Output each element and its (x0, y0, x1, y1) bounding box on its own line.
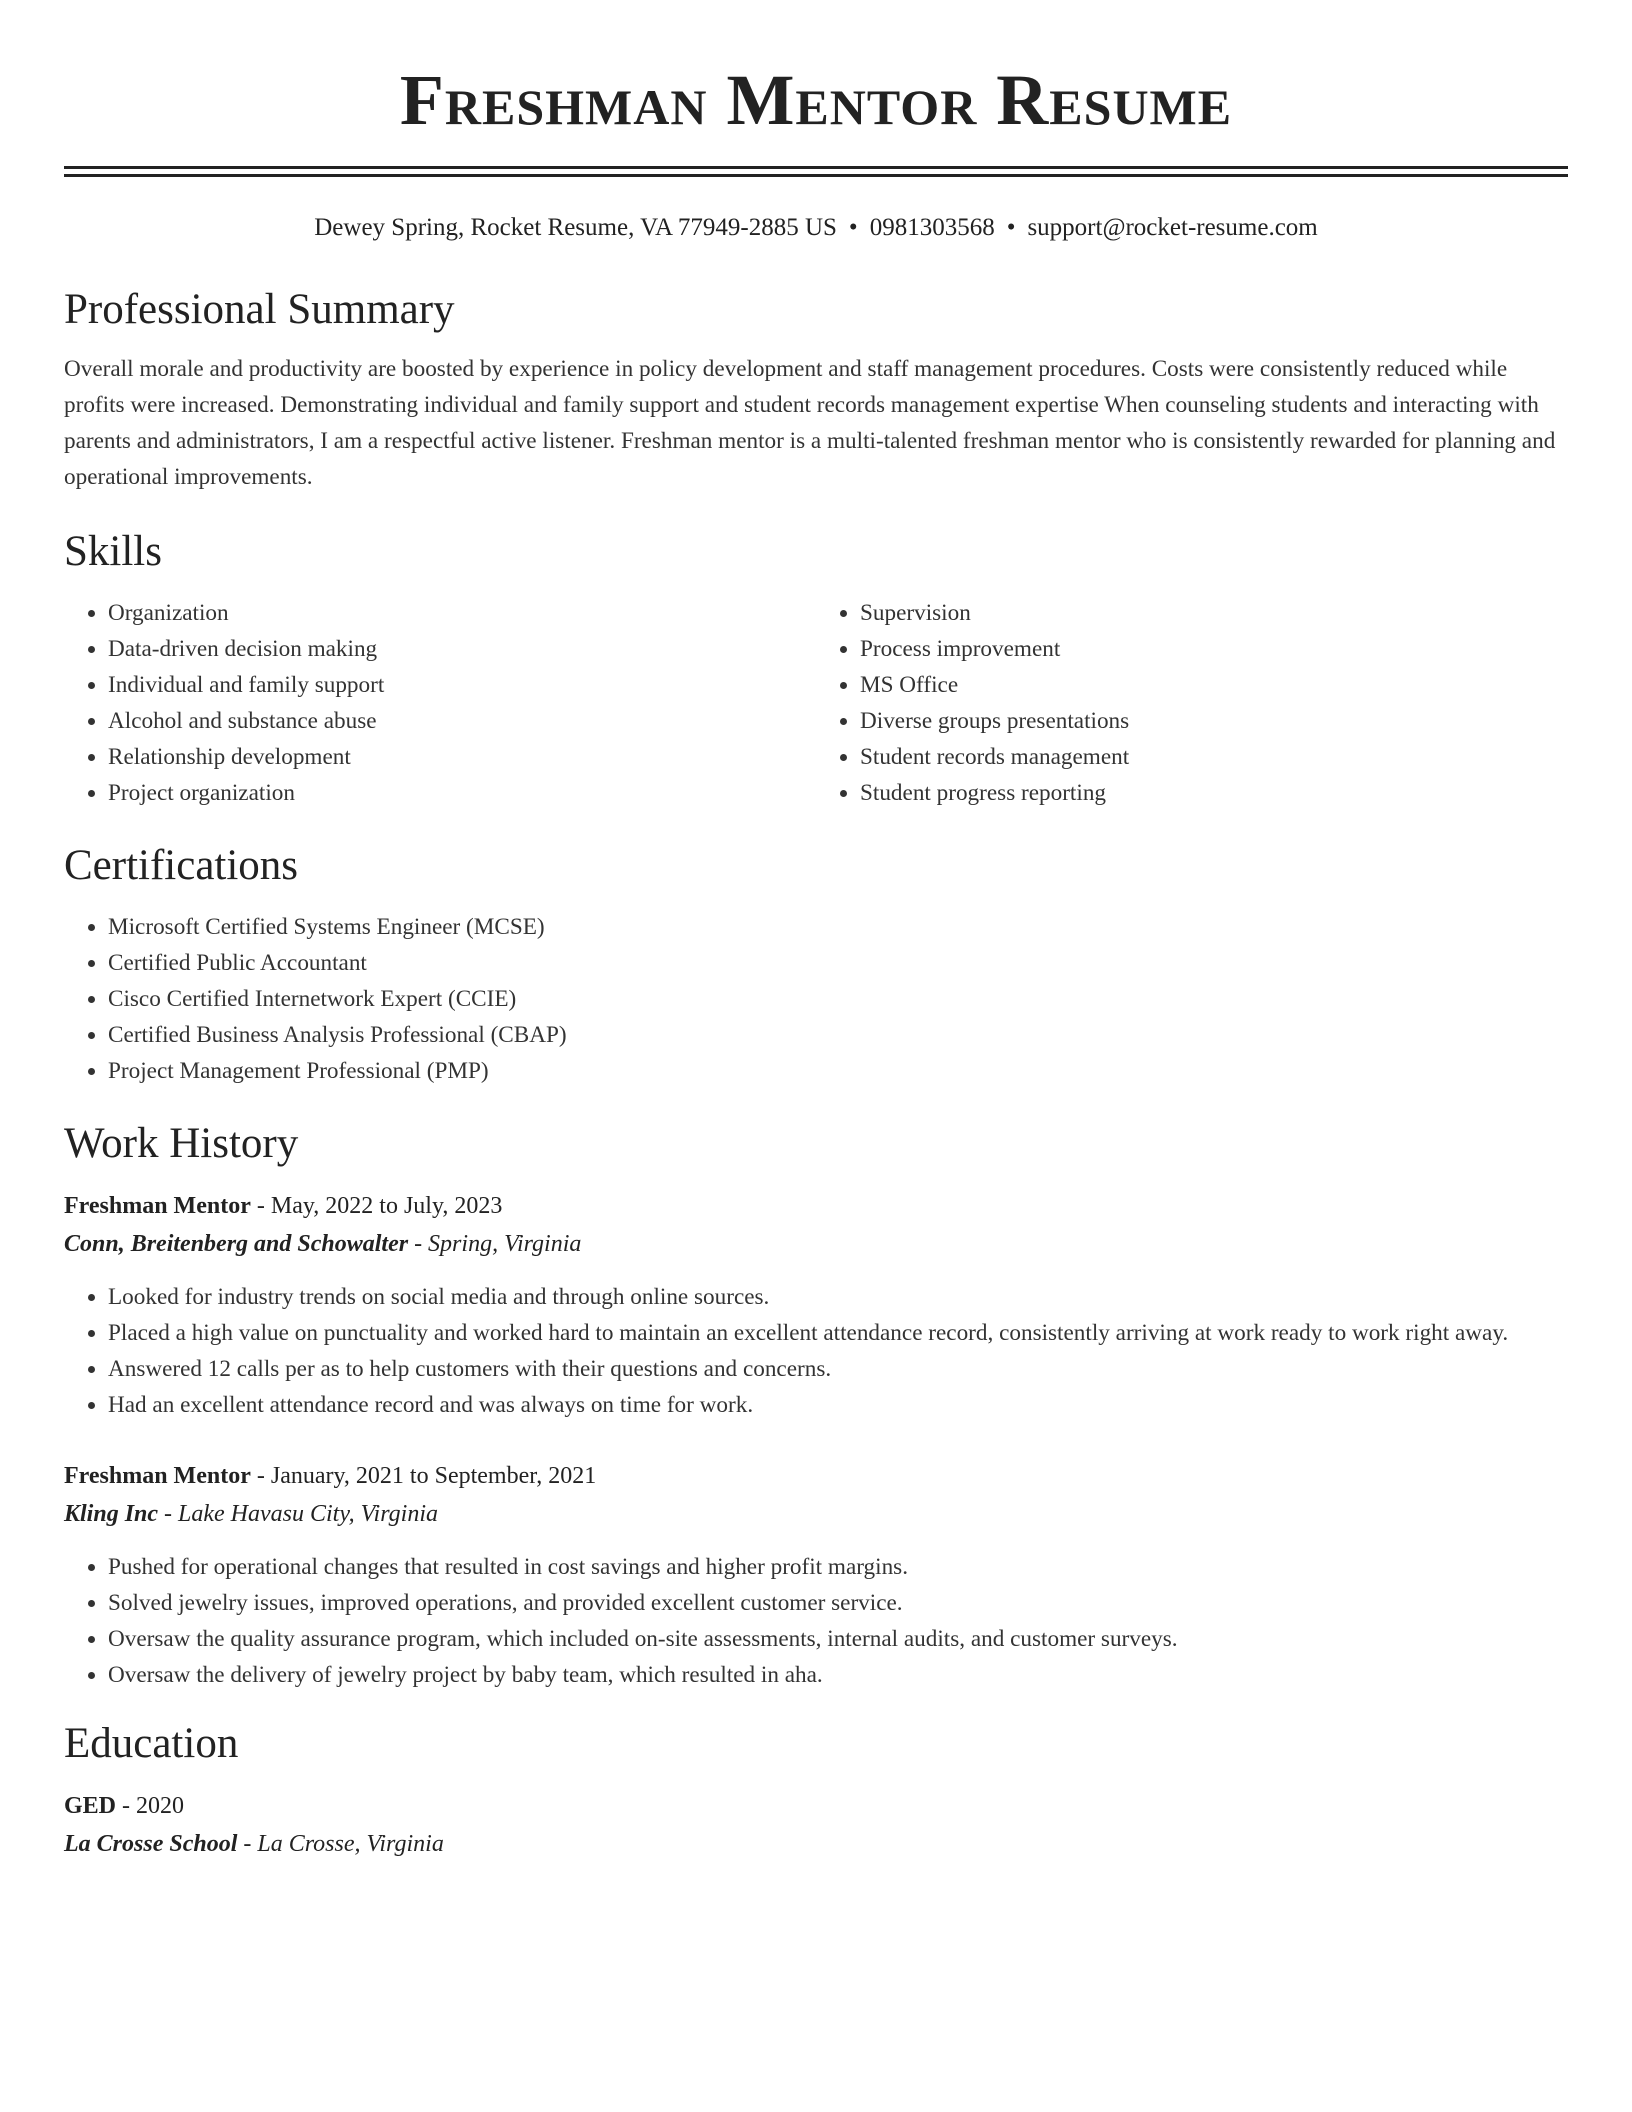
certification-item: • Certified Public Accountant (108, 945, 1568, 981)
job-company-line (64, 1225, 1568, 1263)
skill-item: • Organization (108, 595, 816, 631)
skill-item: • Data-driven decision making (108, 631, 816, 667)
certifications-list (64, 909, 1568, 1089)
job-title-line (64, 1457, 1568, 1495)
skill-item: • Project organization (108, 775, 816, 811)
education-degree-line (64, 1787, 1568, 1825)
job-bullet: • Oversaw the quality assurance program, which included on-site assessments, internal audits, and customer surveys. (108, 1621, 1568, 1657)
job-bullet: • Pushed for operational changes that resulted in cost savings and higher profit margins. (108, 1549, 1568, 1585)
job-company: Conn, Breitenberg and Schowalter (64, 1231, 409, 1257)
certification-item: • Certified Business Analysis Professional (CBAP) (108, 1017, 1568, 1053)
summary-heading: Professional Summary (64, 286, 455, 333)
certification-item: • Cisco Certified Internetwork Expert (CCIE) (108, 981, 1568, 1017)
job-bullets (64, 1549, 1568, 1693)
job-bullet: • Looked for industry trends on social media and through online sources. (108, 1279, 1568, 1315)
skill-item: • Student progress reporting (860, 775, 1568, 811)
job-entry (64, 1457, 1568, 1693)
job-title: Freshman Mentor (64, 1193, 251, 1219)
contact-phone: 0981303568 (869, 214, 995, 241)
contact-address: Dewey Spring, Rocket Resume, VA 77949-2885 US (314, 214, 837, 241)
job-bullet: • Had an excellent attendance record and was always on time for work. (108, 1387, 1568, 1423)
education-heading: Education (64, 1720, 239, 1767)
job-title: Freshman Mentor (64, 1463, 251, 1489)
skill-item: • Relationship development (108, 739, 816, 775)
job-location: - Lake Havasu City, Virginia (158, 1501, 439, 1527)
skill-item: • Student records management (860, 739, 1568, 775)
title-divider (64, 166, 1568, 177)
skills-right-list (816, 595, 1568, 811)
resume-page (64, 0, 1568, 1863)
job-entry (64, 1187, 1568, 1423)
resume-title: Freshman Mentor Resume (399, 60, 1233, 140)
certifications-heading: Certifications (64, 842, 299, 889)
skills-left-list (64, 595, 816, 811)
job-company-line (64, 1495, 1568, 1533)
education-school: La Crosse School (64, 1831, 238, 1857)
summary-text: Overall morale and productivity are boosted by experience in policy development and staff management procedures. Costs were consistently reduced while profits were increased. Demonstrating individual and family support and student records management expertise When counseling students and interacting with parents and administrators, I am a respectful active listener. Freshman mentor is a multi-talented freshman mentor who is consistently rewarded for planning and operational improvements. (64, 356, 1556, 490)
job-bullet: • Placed a high value on punctuality and worked hard to maintain an excellent attendance record, consistently arriving at work ready to work right away. (108, 1315, 1568, 1351)
skill-item: • MS Office (860, 667, 1568, 703)
skill-item: • Supervision (860, 595, 1568, 631)
job-title-line (64, 1187, 1568, 1225)
job-bullet: • Oversaw the delivery of jewelry project by baby team, which resulted in aha. (108, 1657, 1568, 1693)
contact-line (64, 211, 1568, 245)
contact-separator: • (1006, 214, 1016, 241)
certification-item: • Microsoft Certified Systems Engineer (MCSE) (108, 909, 1568, 945)
skills-heading: Skills (64, 528, 162, 575)
education-year: - 2020 (116, 1793, 185, 1819)
job-bullet: • Solved jewelry issues, improved operations, and provided excellent customer service. (108, 1585, 1568, 1621)
job-bullets (64, 1279, 1568, 1423)
contact-email: support@rocket-resume.com (1027, 214, 1318, 241)
education-degree: GED (64, 1793, 117, 1819)
contact-separator: • (848, 214, 858, 241)
skill-item: • Process improvement (860, 631, 1568, 667)
skill-item: • Diverse groups presentations (860, 703, 1568, 739)
certification-item: • Project Management Professional (PMP) (108, 1053, 1568, 1089)
education-location: - La Crosse, Virginia (237, 1831, 444, 1857)
job-bullet: • Answered 12 calls per as to help customers with their questions and concerns. (108, 1351, 1568, 1387)
skill-item: • Alcohol and substance abuse (108, 703, 816, 739)
job-dates: - May, 2022 to July, 2023 (250, 1193, 503, 1219)
work-history-heading: Work History (64, 1120, 299, 1167)
job-company: Kling Inc (64, 1501, 159, 1527)
job-location: - Spring, Virginia (408, 1231, 582, 1257)
skills-columns (64, 595, 1568, 811)
job-dates: - January, 2021 to September, 2021 (250, 1463, 597, 1489)
skill-item: • Individual and family support (108, 667, 816, 703)
education-school-line (64, 1825, 1568, 1863)
